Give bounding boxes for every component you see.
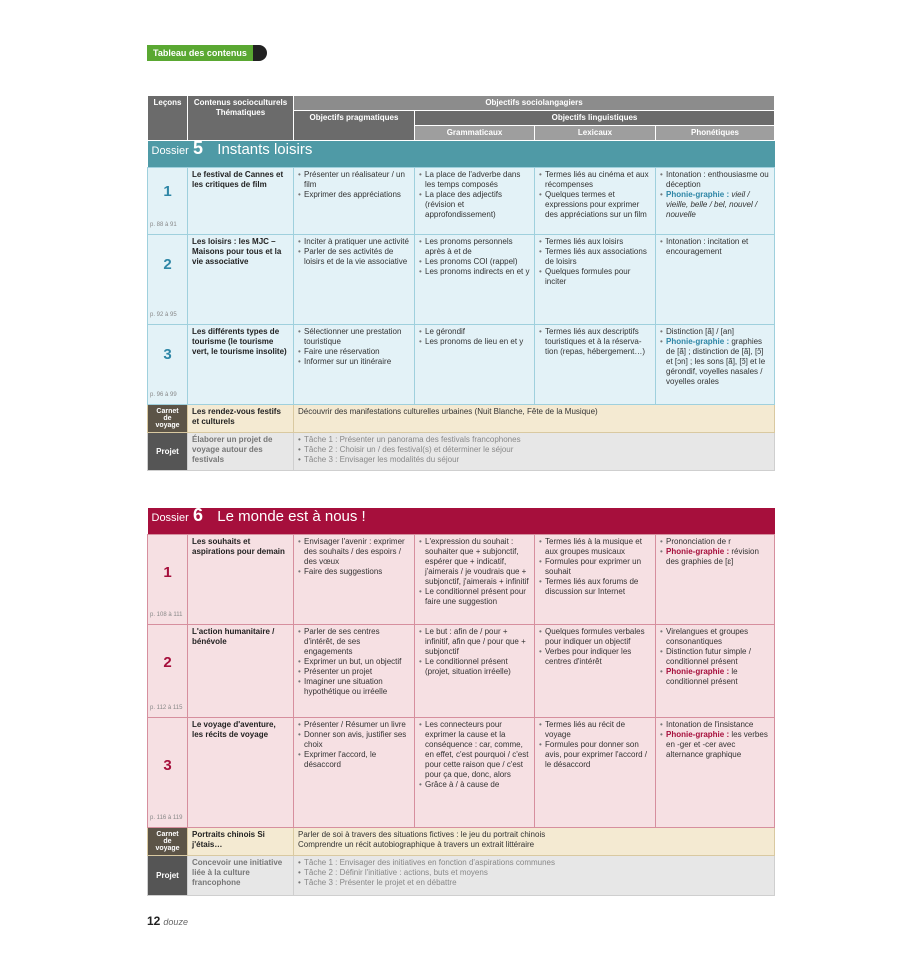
prag-item: • Exprimer des appréciations xyxy=(298,190,410,200)
phonie-graphie-label: Phonie-graphie : xyxy=(666,667,730,676)
carnet-theme: Les rendez-vous festifs et culturels xyxy=(188,405,294,433)
lesson-number: 3 xyxy=(163,346,172,363)
gram-item: • Les pronoms personnels après à et de xyxy=(419,237,530,257)
phonie-graphie-label: Phonie-graphie : xyxy=(666,730,730,739)
dossier-title: Le monde est à nous ! xyxy=(217,508,366,525)
gram-item: • La place des adjectifs (révision et approfondissement) xyxy=(419,190,530,220)
lex-item: • Verbes pour indiquer les centres d'intérêt xyxy=(539,647,651,667)
phon-item: • Intonation : enthousiasme ou déception xyxy=(660,170,770,190)
lesson-number: 2 xyxy=(163,654,172,671)
lesson-number: 1 xyxy=(163,183,172,200)
lesson-row xyxy=(148,168,775,235)
dossier-6-banner xyxy=(148,505,775,535)
phonie-graphie-label: Phonie-graphie : xyxy=(666,337,730,346)
page-number: 12 xyxy=(147,914,161,928)
dossier-6-table xyxy=(147,505,775,896)
lesson-row xyxy=(148,235,775,325)
lesson-theme: Les souhaits et aspirations pour demain xyxy=(188,535,294,625)
phon-item xyxy=(660,547,770,567)
lex-item: • Termes liés au cinéma et aux récompenses xyxy=(539,170,651,190)
carnet-row xyxy=(148,828,775,856)
gram-item: • Les connecteurs pour exprimer la cause et la conséquence : car, comme, en effet, c'est pourquoi / c'est pour cette raison que / c'est pour ça que, donc, alors xyxy=(419,720,530,780)
lesson-row xyxy=(148,625,775,718)
lesson-row xyxy=(148,325,775,405)
gram-item: • Le conditionnel présent (projet, situation irréelle) xyxy=(419,657,530,677)
lex-item: • Termes liés au récit de voyage xyxy=(539,720,651,740)
gram-item: • Les pronoms de lieu en et y xyxy=(419,337,530,347)
prag-item: • Envisager l'avenir : exprimer des souhaits / des espoirs / des vœux xyxy=(298,537,410,567)
lex-item: • Formules pour donner son avis, pour exprimer l'accord / le désaccord xyxy=(539,740,651,770)
phonie-graphie-text: les verbes en -ger et -cer avec alternance graphique xyxy=(666,730,768,759)
phon-item: • Virelangues et groupes consonantiques xyxy=(660,627,770,647)
phonie-graphie-text: révision des graphies de [ɛ] xyxy=(666,547,759,566)
prag-item: • Sélectionner une prestation touristique xyxy=(298,327,410,347)
prag-item: • Exprimer l'accord, le désaccord xyxy=(298,750,410,770)
projet-theme: Élaborer un projet de voyage autour des festivals xyxy=(188,433,294,471)
lesson-number-cell xyxy=(148,235,188,325)
projet-row xyxy=(148,856,775,896)
lex-item: • Termes liés aux forums de discussion sur Internet xyxy=(539,577,651,597)
phonie-graphie-label: Phonie-graphie : xyxy=(666,190,730,199)
phonie-graphie-label: Phonie-graphie : xyxy=(666,547,730,556)
gram-item: • L'expression du souhait : souhaiter que + subjonctif, espérer que + indicatif, j'aimerais / je voudrais que + subjonctif, j'aimerais + infinitif xyxy=(419,537,530,587)
prag-item: • Informer sur un itinéraire xyxy=(298,357,410,367)
projet-theme: Concevoir une initiative liée à la culture francophone xyxy=(188,856,294,896)
prag-item: • Imaginer une situation hypothétique ou irréelle xyxy=(298,677,410,697)
carnet-side-label: Carnet de voyage xyxy=(148,828,188,856)
lesson-number-cell xyxy=(148,535,188,625)
dossier-number: 6 xyxy=(193,505,204,525)
lesson-pages: p. 96 à 99 xyxy=(150,392,177,398)
carnet-theme: Portraits chinois Si j'étais… xyxy=(188,828,294,856)
carnet-text: Parler de soi à travers des situations fictives : le jeu du portrait chinois xyxy=(298,830,546,839)
lex-item: • Quelques termes et expressions pour exprimer des appréciations sur un film xyxy=(539,190,651,220)
phon-item: • Intonation de l'insistance xyxy=(660,720,770,730)
phonie-graphie-text: graphies de [ã] ; distinction de [ã], [ɔ̃] et [ɔn] ; les sons [ã], [ɔ̃] et le gérondif, voyelles nasales / voyelles orales xyxy=(666,337,766,386)
toc-tab-label: Tableau des contenus xyxy=(147,45,253,61)
phon-item xyxy=(660,337,770,387)
prag-item: • Présenter / Résumer un livre xyxy=(298,720,410,730)
lesson-number: 2 xyxy=(163,256,172,273)
gram-item: • Le but : afin de / pour + infinitif, afin que / pour que + subjonctif xyxy=(419,627,530,657)
lesson-number-cell xyxy=(148,625,188,718)
lesson-pages: p. 92 à 95 xyxy=(150,312,177,318)
prag-item: • Faire une réservation xyxy=(298,347,410,357)
dossier-5-table xyxy=(147,95,775,471)
projet-task: • Tâche 1 : Envisager des initiatives en fonction d'aspirations communes xyxy=(298,858,770,868)
lesson-number-cell xyxy=(148,718,188,828)
phon-item: • Intonation : incitation et encouragement xyxy=(660,237,770,257)
gram-item: • Les pronoms COI (rappel) xyxy=(419,257,530,267)
dossier-label: Dossier xyxy=(151,145,189,157)
carnet-side-label: Carnet de voyage xyxy=(148,405,188,433)
prag-item: • Donner son avis, justifier ses choix xyxy=(298,730,410,750)
header-objectifs-socio: Objectifs sociolangagiers xyxy=(294,96,775,111)
projet-task: • Tâche 3 : Envisager les modalités du séjour xyxy=(298,455,770,465)
dossier-5-banner xyxy=(148,138,775,168)
lesson-theme: Les différents types de tourisme (le tourisme vert, le tourisme insolite) xyxy=(188,325,294,405)
projet-task: • Tâche 1 : Présenter un panorama des festivals francophones xyxy=(298,435,770,445)
lesson-theme: Le voyage d'aventure, les récits de voyage xyxy=(188,718,294,828)
header-objectifs-prag: Objectifs pragmatiques xyxy=(294,111,415,141)
gram-item: • La place de l'adverbe dans les temps composés xyxy=(419,170,530,190)
gram-item: • Grâce à / à cause de xyxy=(419,780,530,790)
prag-item: • Inciter à pratiquer une activité xyxy=(298,237,410,247)
prag-item: • Parler de ses activités de loisirs et de la vie associative xyxy=(298,247,410,267)
phon-item xyxy=(660,190,770,220)
lesson-pages: p. 88 à 91 xyxy=(150,222,177,228)
lesson-theme: L'action humanitaire / bénévole xyxy=(188,625,294,718)
lesson-pages: p. 108 à 111 xyxy=(150,612,183,618)
lesson-row xyxy=(148,718,775,828)
lesson-theme: Les loisirs : les MJC – Maisons pour tous et la vie associative xyxy=(188,235,294,325)
phon-item: • Distinction [ã] / [an] xyxy=(660,327,770,337)
phonie-graphie-text: le conditionnel présent xyxy=(666,667,738,686)
prag-item: • Parler de ses centres d'intérêt, de ses engagements xyxy=(298,627,410,657)
lex-item: • Termes liés aux descriptifs touristiques et à la réserva-tion (repas, hébergement…) xyxy=(539,327,651,357)
gram-item: • Le gérondif xyxy=(419,327,530,337)
toc-tab-cap xyxy=(253,45,267,61)
lesson-pages: p. 112 à 115 xyxy=(150,705,183,711)
gram-item: • Le conditionnel présent pour faire une suggestion xyxy=(419,587,530,607)
lex-item: • Formules pour exprimer un souhait xyxy=(539,557,651,577)
lex-item: • Quelques formules pour inciter xyxy=(539,267,651,287)
phon-item: • Distinction futur simple / conditionnel présent xyxy=(660,647,770,667)
prag-item: • Présenter un réalisateur / un film xyxy=(298,170,410,190)
header-phon: Phonétiques xyxy=(656,126,775,141)
prag-item: • Présenter un projet xyxy=(298,667,410,677)
carnet-row xyxy=(148,405,775,433)
lex-item: • Quelques formules verbales pour indiquer un objectif xyxy=(539,627,651,647)
gram-item: • Les pronoms indirects en et y xyxy=(419,267,530,277)
header-objectifs-ling: Objectifs linguistiques xyxy=(415,111,775,126)
projet-side-label: Projet xyxy=(148,856,188,896)
projet-row xyxy=(148,433,775,471)
phonie-graphie-text: vieil / vieille, belle / bel, nouvel / nouvelle xyxy=(666,190,758,219)
lesson-number-cell xyxy=(148,325,188,405)
lesson-number: 3 xyxy=(163,757,172,774)
lesson-number-cell xyxy=(148,168,188,235)
prag-item: • Exprimer un but, un objectif xyxy=(298,657,410,667)
projet-task: • Tâche 2 : Choisir un / des festival(s) et déterminer le séjour xyxy=(298,445,770,455)
prag-item: • Faire des suggestions xyxy=(298,567,410,577)
carnet-text: Découvrir des manifestations culturelles urbaines (Nuit Blanche, Fête de la Musique) xyxy=(294,405,775,433)
carnet-text: Comprendre un récit autobiographique à travers un extrait littéraire xyxy=(298,840,535,849)
lesson-row xyxy=(148,535,775,625)
projet-task: • Tâche 3 : Présenter le projet et en débattre xyxy=(298,878,770,888)
lesson-theme: Le festival de Cannes et les critiques de film xyxy=(188,168,294,235)
lesson-pages: p. 116 à 119 xyxy=(150,815,183,821)
projet-side-label: Projet xyxy=(148,433,188,471)
header-contenus: Contenus socioculturels Thématiques xyxy=(188,96,294,141)
dossier-number: 5 xyxy=(193,138,204,158)
header-lex: Lexicaux xyxy=(535,126,656,141)
page-number-word: douze xyxy=(163,917,188,927)
phon-item: • Prononciation de r xyxy=(660,537,770,547)
dossier-title: Instants loisirs xyxy=(217,141,313,158)
phon-item xyxy=(660,730,770,760)
lex-item: • Termes liés aux associations de loisirs xyxy=(539,247,651,267)
dossier-label: Dossier xyxy=(151,512,189,524)
lex-item: • Termes liés aux loisirs xyxy=(539,237,651,247)
lex-item: • Termes liés à la musique et aux groupes musicaux xyxy=(539,537,651,557)
header-lecons: Leçons xyxy=(148,96,188,141)
header-gram: Grammaticaux xyxy=(415,126,535,141)
toc-tab xyxy=(147,45,267,61)
projet-task: • Tâche 2 : Définir l'initiative : actions, buts et moyens xyxy=(298,868,770,878)
lesson-number: 1 xyxy=(163,564,172,581)
page-footer xyxy=(147,914,188,928)
phon-item xyxy=(660,667,770,687)
